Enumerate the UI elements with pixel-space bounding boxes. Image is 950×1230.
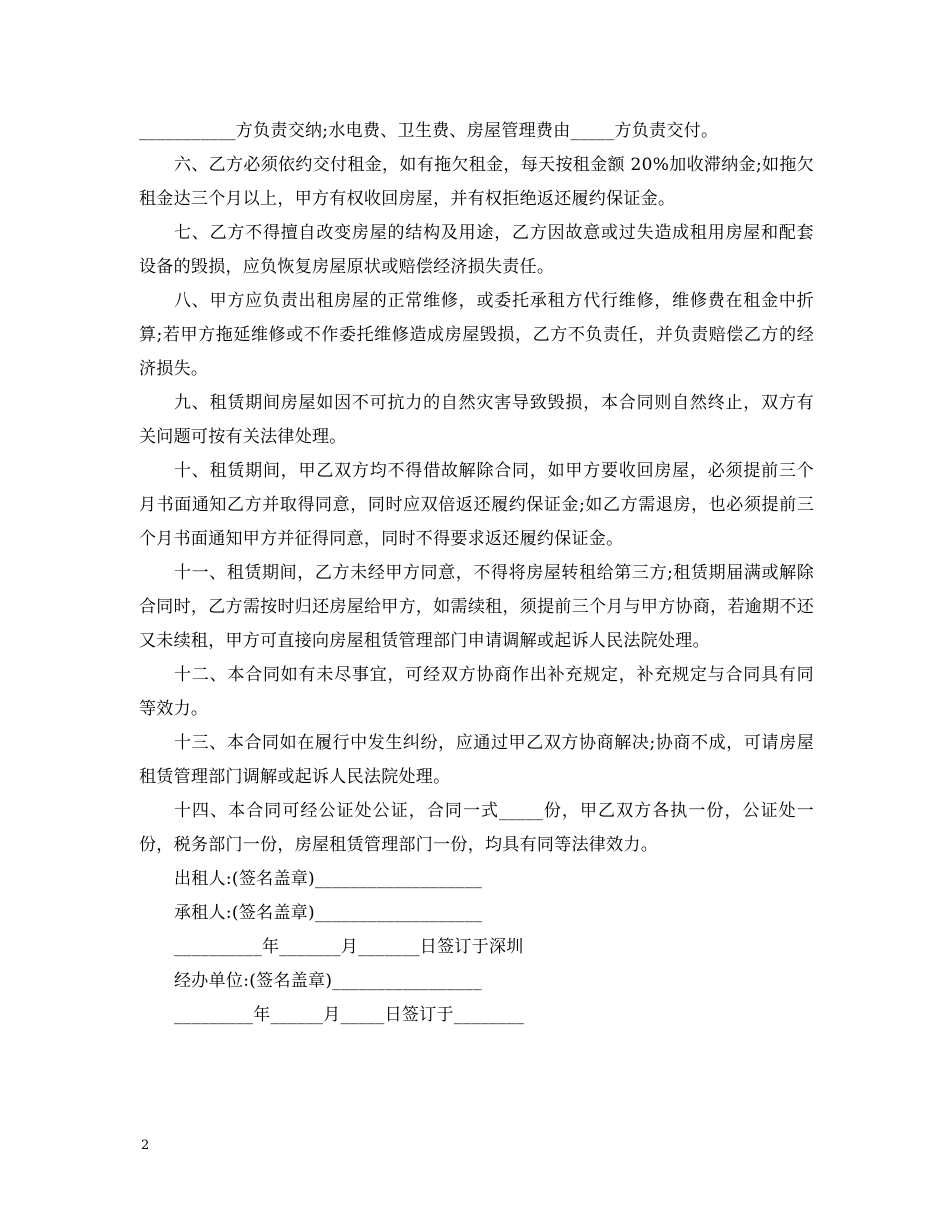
lessor-signature-line: 出租人:(签名盖章)___________________ <box>174 869 483 889</box>
signing-date-place-line: __________年_______月_______日签订于深圳 <box>174 937 524 957</box>
clause-9: 九、租赁期间房屋如因不可抗力的自然灾害导致毁损，本合同则自然终止，双方有关问题可按有关法律处理。 <box>139 393 814 447</box>
lessee-signature-line: 承租人:(签名盖章)___________________ <box>174 903 483 923</box>
clause-10: 十、租赁期间，甲乙双方均不得借故解除合同，如甲方要收回房屋，必须提前三个月书面通知乙方并取得同意，同时应双倍返还履约保证金;如乙方需退房，也必须提前三个月书面通知甲方并征得同意，同时不得要求返还履约保证金。 <box>139 461 814 549</box>
clause-8: 八、甲方应负责出租房屋的正常维修，或委托承租方代行维修，维修费在租金中折算;若甲方拖延维修或不作委托维修造成房屋毁损，乙方不负责任，并负责赔偿乙方的经济损失。 <box>139 291 814 379</box>
agency-signature-line: 经办单位:(签名盖章)_________________ <box>174 971 482 991</box>
clause-13: 十三、本合同如在履行中发生纠纷，应通过甲乙双方协商解决;协商不成，可请房屋租赁管理部门调解或起诉人民法院处理。 <box>139 733 814 787</box>
page-number: 2 <box>141 1138 150 1153</box>
clause-6: 六、乙方必须依约交付租金，如有拖欠租金，每天按租金额 20%加收滞纳金;如拖欠租金达三个月以上，甲方有权收回房屋，并有权拒绝返还履约保证金。 <box>139 155 814 209</box>
contract-body <box>139 114 814 1032</box>
agency-date-place-line: _________年______月_____日签订于________ <box>174 1005 525 1025</box>
clause-12: 十二、本合同如有未尽事宜，可经双方协商作出补充规定，补充规定与合同具有同等效力。 <box>139 665 814 719</box>
clause-14: 十四、本合同可经公证处公证，合同一式_____份，甲乙双方各执一份，公证处一份，税务部门一份，房屋租赁管理部门一份，均具有同等法律效力。 <box>139 801 814 855</box>
clause-11: 十一、租赁期间，乙方未经甲方同意，不得将房屋转租给第三方;租赁期届满或解除合同时，乙方需按时归还房屋给甲方，如需续租，须提前三个月与甲方协商，若逾期不还又未续租，甲方可直接向房屋租赁管理部门申请调解或起诉人民法院处理。 <box>139 563 814 651</box>
clause-7: 七、乙方不得擅自改变房屋的结构及用途，乙方因故意或过失造成租用房屋和配套设备的毁损，应负恢复房屋原状或赔偿经济损失责任。 <box>139 223 814 277</box>
paragraph-payment-responsibility: ___________方负责交纳;水电费、卫生费、房屋管理费由_____方负责交付。 <box>139 121 719 141</box>
